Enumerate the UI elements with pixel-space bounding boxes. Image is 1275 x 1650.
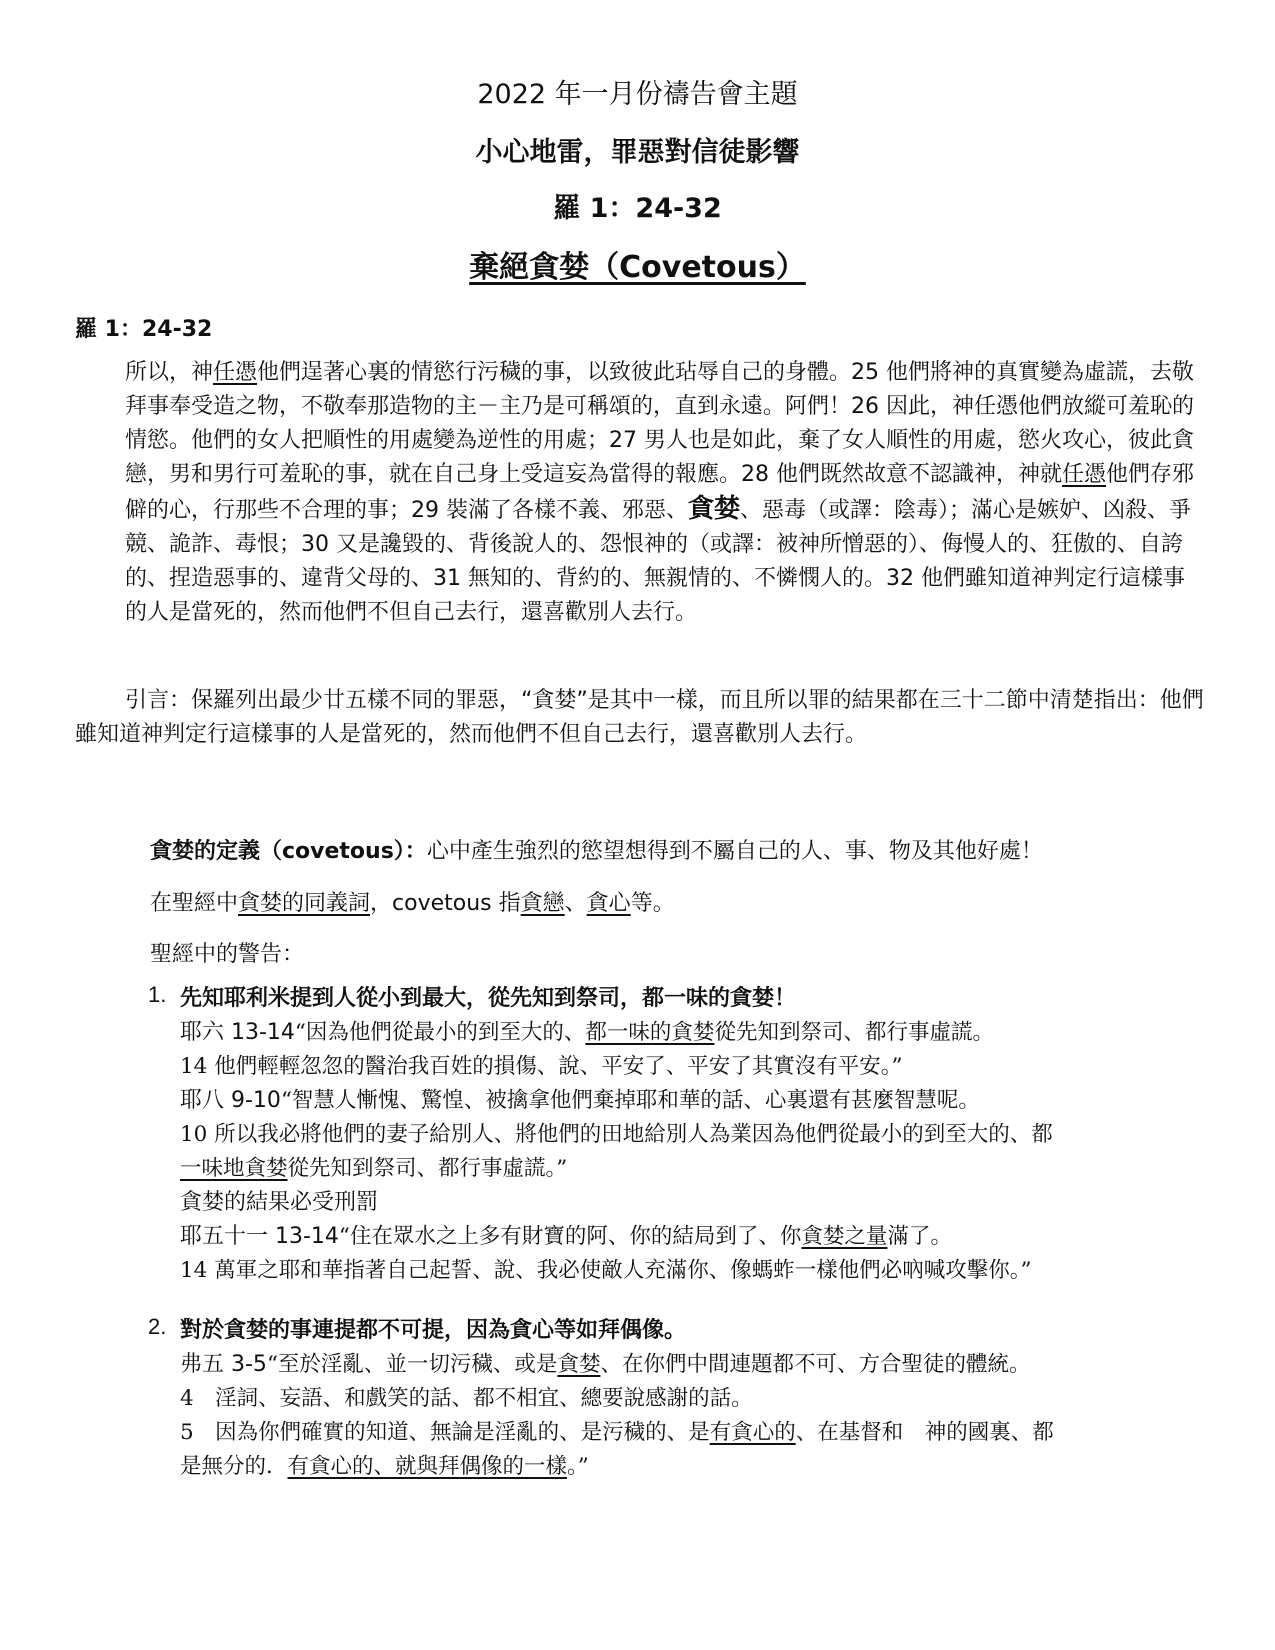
verse-text: 、在基督和 神的國裏、都 — [795, 1420, 1054, 1445]
verse-line — [180, 1220, 1210, 1254]
synonym-text: 在聖經中 — [150, 891, 239, 916]
verse-line: 14 萬軍之耶和華指著自己起誓、說、我必使敵人充滿你、像螞蚱一樣他們必吶喊攻擊你。” — [180, 1258, 1032, 1283]
synonym-underline: 貪婪的同義詞 — [238, 891, 371, 916]
verse-ref: 耶六 13-14 — [180, 1020, 295, 1045]
verse-line — [180, 1016, 1210, 1050]
scripture-text: 、惡毒（或譯：陰毒）；滿心是嫉妒、凶殺、爭競、詭詐、毒恨；30 又是讒毀的、背後說人的、怨恨神的（或譯：被神所憎惡的）、侮慢人的、狂傲的、自誇的、捏造惡事的、違背父母的、31 無知的、背約的、無親情的、不憐憫人的。32 他們雖知道神判定行這樣事的人是當死的，然而他們不但自己去行，還喜歡別人去行。 — [125, 498, 1192, 625]
item-subheading: 貪婪的結果必受刑罰 — [180, 1190, 379, 1215]
synonym-text: ，covetous 指 — [370, 891, 521, 916]
synonym-underline: 貪戀 — [520, 891, 565, 916]
scripture-emphasis: 貪婪 — [688, 494, 741, 524]
synonym-line — [150, 886, 675, 917]
item-heading: 對於貪婪的事連提都不可提，因為貪心等如拜偶像。 — [180, 1318, 687, 1343]
verse-text: 從先知到祭司、都行事虛謊。” — [287, 1156, 568, 1181]
header-line-2: 小心地雷，罪惡對信徒影響 — [475, 137, 800, 168]
header-scripture-ref: 羅 1：24-32 — [553, 193, 722, 224]
definition-label: 貪婪的定義（covetous）： — [150, 839, 427, 864]
topic-title — [0, 242, 1275, 286]
synonym-text: 等。 — [630, 891, 675, 916]
verse-line — [180, 1348, 1210, 1382]
verse-line: 14 他們輕輕忽忽的醫治我百姓的損傷、說、平安了、平安了其實沒有平安。” — [180, 1054, 903, 1079]
verse-text: “智慧人慚愧、驚惶、被擒拿他們棄掉耶和華的話、心裏還有甚麼智慧呢。 — [280, 1088, 980, 1113]
verse-ref: 耶五十一 13-14 — [180, 1224, 339, 1249]
scripture-underline: 任憑 — [1062, 462, 1107, 487]
verse-line: 10 所以我必將他們的妻子給別人、將他們的田地給別人為業因為他們從最小的到至大的、都 — [180, 1122, 1053, 1147]
verse-text: 。” — [567, 1454, 589, 1479]
definition — [150, 834, 1043, 865]
verse-text: 從先知到祭司、都行事虛謊。 — [714, 1020, 994, 1045]
verse-underline: 有貪心的 — [709, 1420, 796, 1445]
item-body — [180, 982, 1210, 1288]
verse-text: “因為他們從最小的到至大的、 — [294, 1020, 586, 1045]
topic-title-text: 棄絕貪婪（Covetous） — [469, 250, 806, 285]
scripture-reference: 羅 1：24-32 — [75, 317, 213, 342]
verse-underline: 都一味的貪婪 — [585, 1020, 715, 1045]
intro-paragraph: 引言：保羅列出最少廿五樣不同的罪惡，“貪婪”是其中一樣，而且所以罪的結果都在三十二節中清楚指出：他們雖知道神判定行這樣事的人是當死的，然而他們不但自己去行，還喜歡別人去行。 — [75, 688, 1204, 747]
verse-line: 4 淫詞、妄語、和戲笑的話、都不相宜、總要說感謝的話。 — [180, 1386, 753, 1411]
scripture-text: 他們逞著心裏的情慾行污穢的事，以致彼此玷辱自己的身體。25 他們將神的真實變為虛謊，去敬拜事奉受造之物，不敬奉那造物的主－主乃是可稱頌的，直到永遠。阿們！26 因此，神任憑他們放縱可羞恥的情慾。他們的女人把順性的用處變為逆性的用處；27 男人也是如此，棄了女人順性的用處，慾火攻心，彼此貪戀，男和男行可羞恥的事，就在自己身上受這妄為當得的報應。28 他們既然故意不認識神，神就 — [125, 360, 1195, 487]
verse-line — [180, 1152, 1210, 1186]
verse-line — [180, 1084, 1210, 1118]
scripture-text: 他們存邪僻的心，行那些不合理的事；29 裝滿了各樣不義、邪惡、 — [125, 462, 1195, 523]
scripture-text: 所以，神 — [125, 360, 214, 385]
verse-ref: 耶八 9-10 — [180, 1088, 281, 1113]
verse-text: 滿了。 — [887, 1224, 952, 1249]
scripture-passage — [125, 356, 1205, 630]
item-number: 1. — [148, 982, 167, 1007]
item-heading: 先知耶利米提到人從小到最大，從先知到祭司，都一味的貪婪！ — [180, 986, 797, 1011]
verse-line — [180, 1450, 1210, 1484]
verse-text: 、在你們中間連題都不可、方合聖徒的體統。 — [600, 1352, 1031, 1377]
item-number: 2. — [148, 1314, 167, 1339]
verse-text: “至於淫亂、並一切污穢、或是 — [266, 1352, 558, 1377]
definition-text: 心中產生強烈的慾望想得到不屬自己的人、事、物及其他好處！ — [426, 839, 1043, 864]
verse-text: 是無分的． — [180, 1454, 288, 1479]
warnings-title: 聖經中的警告： — [150, 942, 305, 967]
verse-underline: 貪婪 — [557, 1352, 601, 1377]
verse-underline: 有貪心的、就與拜偶像的一樣 — [287, 1454, 568, 1479]
verse-text: 5 因為你們確實的知道、無論是淫亂的、是污穢的、是 — [180, 1420, 710, 1445]
header-line-1: 2022 年一月份禱告會主題 — [477, 79, 798, 110]
verse-text: “住在眾水之上多有財寶的阿、你的結局到了、你 — [338, 1224, 802, 1249]
verse-ref: 弗五 3-5 — [180, 1352, 267, 1377]
scripture-underline: 任憑 — [213, 360, 258, 385]
verse-underline: 一味地貪婪 — [180, 1156, 288, 1181]
verse-underline: 貪婪之量 — [801, 1224, 888, 1249]
synonym-underline: 貪心 — [586, 891, 631, 916]
synonym-text: 、 — [564, 891, 587, 916]
verse-line — [180, 1416, 1210, 1450]
item-body — [180, 1314, 1210, 1484]
